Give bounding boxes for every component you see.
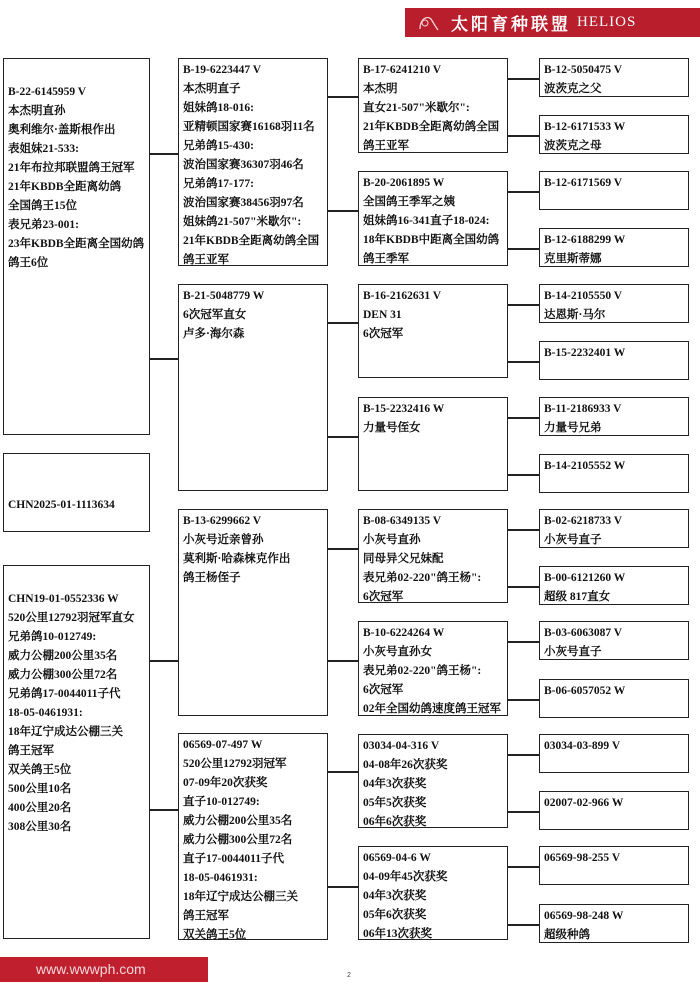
ring-number: B-15-2232416 W <box>363 403 445 415</box>
pedigree-note: 鸽王季军 <box>363 253 409 265</box>
ring-number: CHN2025-01-1113634 <box>8 499 115 511</box>
pedigree-box-col4 <box>539 846 689 885</box>
connector-line <box>328 96 358 98</box>
pedigree-box-col2 <box>178 733 328 940</box>
ring-number: B-17-6241210 V <box>363 64 442 76</box>
ring-number: B-08-6349135 V <box>363 515 442 527</box>
pedigree-box-col4 <box>539 228 689 267</box>
pedigree-box-col4 <box>539 621 689 660</box>
pedigree-note: 威力公棚200公里35名 <box>183 815 293 827</box>
pedigree-box-col3 <box>358 734 508 828</box>
pedigree-box-col4 <box>539 454 689 493</box>
connector-line <box>150 153 178 155</box>
pedigree-note: 力量号侄女 <box>363 422 421 434</box>
pedigree-note: 小灰号直子 <box>544 646 602 658</box>
pedigree-note: 07-09年20次获奖 <box>183 777 268 789</box>
pedigree-note: 04-09年45次获奖 <box>363 871 448 883</box>
pedigree-note: 兄弟鸽15-430: <box>183 140 254 152</box>
pedigree-note: 超级种鸽 <box>544 929 590 941</box>
pedigree-note: 520公里12792羽冠军直女 <box>8 612 135 624</box>
connector-line <box>508 811 539 813</box>
pedigree-box-col3 <box>358 284 508 378</box>
pedigree-box-col4 <box>539 341 689 380</box>
pedigree-note: DEN 31 <box>363 309 402 321</box>
pedigree-box-col2 <box>178 284 328 491</box>
connector-line <box>508 78 539 80</box>
pedigree-note: 6次冠军 <box>363 328 404 340</box>
ring-number: 06569-98-248 W <box>544 910 624 922</box>
connector-line <box>150 809 178 811</box>
pedigree-note: 鸽王6位 <box>8 257 49 269</box>
pedigree-box-col1 <box>3 565 150 939</box>
ring-number: B-21-5048779 W <box>183 290 265 302</box>
pedigree-note: 全国鸽王季军之姨 <box>363 196 455 208</box>
pedigree-note: 小灰号近亲曾孙 <box>183 534 264 546</box>
pedigree-note: 18年辽宁成达公棚三关 <box>183 891 298 903</box>
pedigree-note: 400公里20名 <box>8 802 72 814</box>
pedigree-box-col4 <box>539 791 689 830</box>
ring-number: CHN19-01-0552336 W <box>8 593 119 605</box>
pedigree-box-col4 <box>539 566 689 605</box>
ring-number: 03034-04-316 V <box>363 740 440 752</box>
ring-number: B-12-6171569 V <box>544 177 623 189</box>
ring-number: B-22-6145959 V <box>8 86 87 98</box>
connector-line <box>508 641 539 643</box>
connector-line <box>328 771 358 773</box>
pedigree-note: 波治国家赛38456羽97名 <box>183 197 304 209</box>
brand-banner <box>405 8 700 37</box>
pedigree-note: 6次冠军直女 <box>183 309 247 321</box>
connector-line <box>508 304 539 306</box>
pedigree-box-col4 <box>539 284 689 323</box>
ring-number: B-06-6057052 W <box>544 685 626 697</box>
pedigree-note: 鸽王杨侄子 <box>183 572 241 584</box>
pedigree-note: 本杰明 <box>363 83 398 95</box>
pedigree-note: 直子17-0044011子代 <box>183 853 284 865</box>
pedigree-note: 双关鸽王5位 <box>8 764 72 776</box>
pedigree-note: 04年3次获奖 <box>363 890 427 902</box>
pedigree-note: 21年KBDB全距离幼鸽全国 <box>363 121 500 133</box>
pedigree-box-col2 <box>178 58 328 266</box>
ring-number: 02007-02-966 W <box>544 797 624 809</box>
connector-line <box>328 548 358 550</box>
pedigree-box-col2 <box>178 509 328 716</box>
pedigree-note: 21年KBDB全距离幼鸽全国 <box>183 235 320 247</box>
pedigree-note: 500公里10名 <box>8 783 72 795</box>
pedigree-box-col4 <box>539 904 689 943</box>
pedigree-note: 6次冠军 <box>363 684 404 696</box>
pedigree-box-col3 <box>358 509 508 603</box>
pedigree-note: 本杰明直孙 <box>8 105 66 117</box>
connector-line <box>508 586 539 588</box>
pedigree-note: 表兄弟02-220"鸽王杨": <box>363 665 482 677</box>
ring-number: 03034-03-899 V <box>544 740 621 752</box>
pedigree-note: 18年辽宁成达公棚三关 <box>8 726 123 738</box>
connector-line <box>508 135 539 137</box>
pedigree-note: 超级 817直女 <box>544 591 611 603</box>
pedigree-note: 威力公棚200公里35名 <box>8 650 118 662</box>
ring-number: B-15-2232401 W <box>544 347 626 359</box>
pedigree-box-col4 <box>539 58 689 97</box>
ring-number: B-12-5050475 V <box>544 64 623 76</box>
pedigree-box-col4 <box>539 509 689 548</box>
pedigree-box-col4 <box>539 679 689 718</box>
ring-number: 06569-04-6 W <box>363 852 431 864</box>
pedigree-note: 同母异父兄妹配 <box>363 553 444 565</box>
ring-number: 06569-98-255 V <box>544 852 621 864</box>
pedigree-note: 02年全国幼鸽速度鸽王冠军 <box>363 703 501 715</box>
connector-line <box>328 322 358 324</box>
ring-number: B-00-6121260 W <box>544 572 626 584</box>
pedigree-note: 06年6次获奖 <box>363 816 427 828</box>
pedigree-note: 兄弟鸽10-012749: <box>8 631 97 643</box>
pedigree-note: 双关鸽王5位 <box>183 929 247 941</box>
pedigree-note: 力量号兄弟 <box>544 422 602 434</box>
pedigree-note: 直子10-012749: <box>183 796 260 808</box>
connector-line <box>508 361 539 363</box>
connector-line <box>508 529 539 531</box>
pedigree-box-col3 <box>358 58 508 153</box>
connector-line <box>150 660 178 662</box>
pedigree-note: 卢多·海尔森 <box>183 328 245 340</box>
pedigree-box-col1 <box>3 453 150 532</box>
connector-line <box>508 924 539 926</box>
pedigree-note: 兄弟鸽17-177: <box>183 178 254 190</box>
connector-line <box>328 886 358 888</box>
pedigree-note: 18-05-0461931: <box>183 872 258 884</box>
connector-line <box>508 699 539 701</box>
ring-number: B-03-6063087 V <box>544 627 623 639</box>
ring-number: 06569-07-497 W <box>183 739 263 751</box>
pedigree-note: 波茨克之母 <box>544 140 602 152</box>
ring-number: B-19-6223447 V <box>183 64 262 76</box>
ring-number: B-10-6224264 W <box>363 627 445 639</box>
connector-line <box>508 248 539 250</box>
pedigree-note: 本杰明直子 <box>183 83 241 95</box>
pedigree-note: 18年KBDB中距离全国幼鸽 <box>363 234 500 246</box>
pedigree-note: 威力公棚300公里72名 <box>8 669 118 681</box>
brand-name-en: HELIOS <box>577 14 637 30</box>
connector-line <box>508 417 539 419</box>
pedigree-note: 鸽王冠军 <box>8 745 54 757</box>
pedigree-note: 姐妹鸽21-507"米歇尔": <box>183 216 302 228</box>
pedigree-note: 亚精顿国家赛16168羽11名 <box>183 121 315 133</box>
connector-line <box>328 210 358 212</box>
pedigree-note: 04年3次获奖 <box>363 778 427 790</box>
pedigree-box-col4 <box>539 171 689 210</box>
connector-line <box>328 436 358 438</box>
pedigree-note: 05年6次获奖 <box>363 909 427 921</box>
ring-number: B-02-6218733 V <box>544 515 623 527</box>
pedigree-note: 06年13次获奖 <box>363 928 432 940</box>
pedigree-note: 308公里30名 <box>8 821 72 833</box>
pedigree-note: 直女21-507"米歇尔": <box>363 102 470 114</box>
connector-line <box>328 660 358 662</box>
ring-number: B-12-6171533 W <box>544 121 626 133</box>
pedigree-note: 表兄弟23-001: <box>8 219 79 231</box>
pedigree-note: 鸽王亚军 <box>183 254 229 266</box>
website-link[interactable]: www.wwwph.com <box>36 961 146 977</box>
pedigree-note: 兄弟鸽17-0044011子代 <box>8 688 121 700</box>
pedigree-box-col3 <box>358 397 508 491</box>
helios-logo-icon <box>417 13 439 33</box>
pedigree-box-col1 <box>3 58 150 435</box>
pedigree-note: 奥利维尔·盖斯根作出 <box>8 124 116 136</box>
connector-line <box>508 474 539 476</box>
pedigree-note: 表姐妹21-533: <box>8 143 79 155</box>
pedigree-note: 小灰号直孙 <box>363 534 421 546</box>
pedigree-note: 姐妹鸽18-016: <box>183 102 254 114</box>
pedigree-note: 克里斯蒂娜 <box>544 253 602 265</box>
pedigree-note: 鸽王亚军 <box>363 140 409 152</box>
brand-name-cn: 太阳育种联盟 <box>451 15 571 35</box>
ring-number: B-20-2061895 W <box>363 177 445 189</box>
pedigree-note: 05年5次获奖 <box>363 797 427 809</box>
pedigree-note: 23年KBDB全距离全国幼鸽 <box>8 238 145 250</box>
pedigree-box-col3 <box>358 171 508 266</box>
website-footer <box>0 957 208 982</box>
ring-number: B-16-2162631 V <box>363 290 442 302</box>
pedigree-note: 威力公棚300公里72名 <box>183 834 293 846</box>
pedigree-note: 鸽王冠军 <box>183 910 229 922</box>
pedigree-note: 21年布拉邦联盟鸽王冠军 <box>8 162 135 174</box>
pedigree-note: 小灰号直孙女 <box>363 646 432 658</box>
ring-number: B-12-6188299 W <box>544 234 626 246</box>
pedigree-box-col4 <box>539 397 689 436</box>
page-number: 2 <box>347 972 351 979</box>
pedigree-box-col3 <box>358 621 508 716</box>
pedigree-note: 18-05-0461931: <box>8 707 83 719</box>
pedigree-note: 达恩斯·马尔 <box>544 309 606 321</box>
ring-number: B-13-6299662 V <box>183 515 262 527</box>
pedigree-box-col4 <box>539 115 689 154</box>
connector-line <box>508 191 539 193</box>
pedigree-note: 表兄弟02-220"鸽王杨": <box>363 572 482 584</box>
ring-number: B-11-2186933 V <box>544 403 622 415</box>
pedigree-note: 波茨克之父 <box>544 83 602 95</box>
pedigree-box-col3 <box>358 846 508 940</box>
pedigree-note: 6次冠军 <box>363 591 404 603</box>
pedigree-note: 姐妹鸽16-341直子18-024: <box>363 215 490 227</box>
pedigree-note: 波治国家赛36307羽46名 <box>183 159 304 171</box>
ring-number: B-14-2105550 V <box>544 290 623 302</box>
pedigree-note: 04-08年26次获奖 <box>363 759 448 771</box>
pedigree-box-col4 <box>539 734 689 773</box>
pedigree-note: 小灰号直子 <box>544 534 602 546</box>
connector-line <box>150 358 178 360</box>
connector-line <box>508 866 539 868</box>
pedigree-note: 520公里12792羽冠军 <box>183 758 287 770</box>
pedigree-note: 21年KBDB全距离幼鸽 <box>8 181 122 193</box>
pedigree-note: 全国鸽王15位 <box>8 200 77 212</box>
pedigree-note: 莫利斯·哈森梾克作出 <box>183 553 291 565</box>
connector-line <box>508 754 539 756</box>
ring-number: B-14-2105552 W <box>544 460 626 472</box>
